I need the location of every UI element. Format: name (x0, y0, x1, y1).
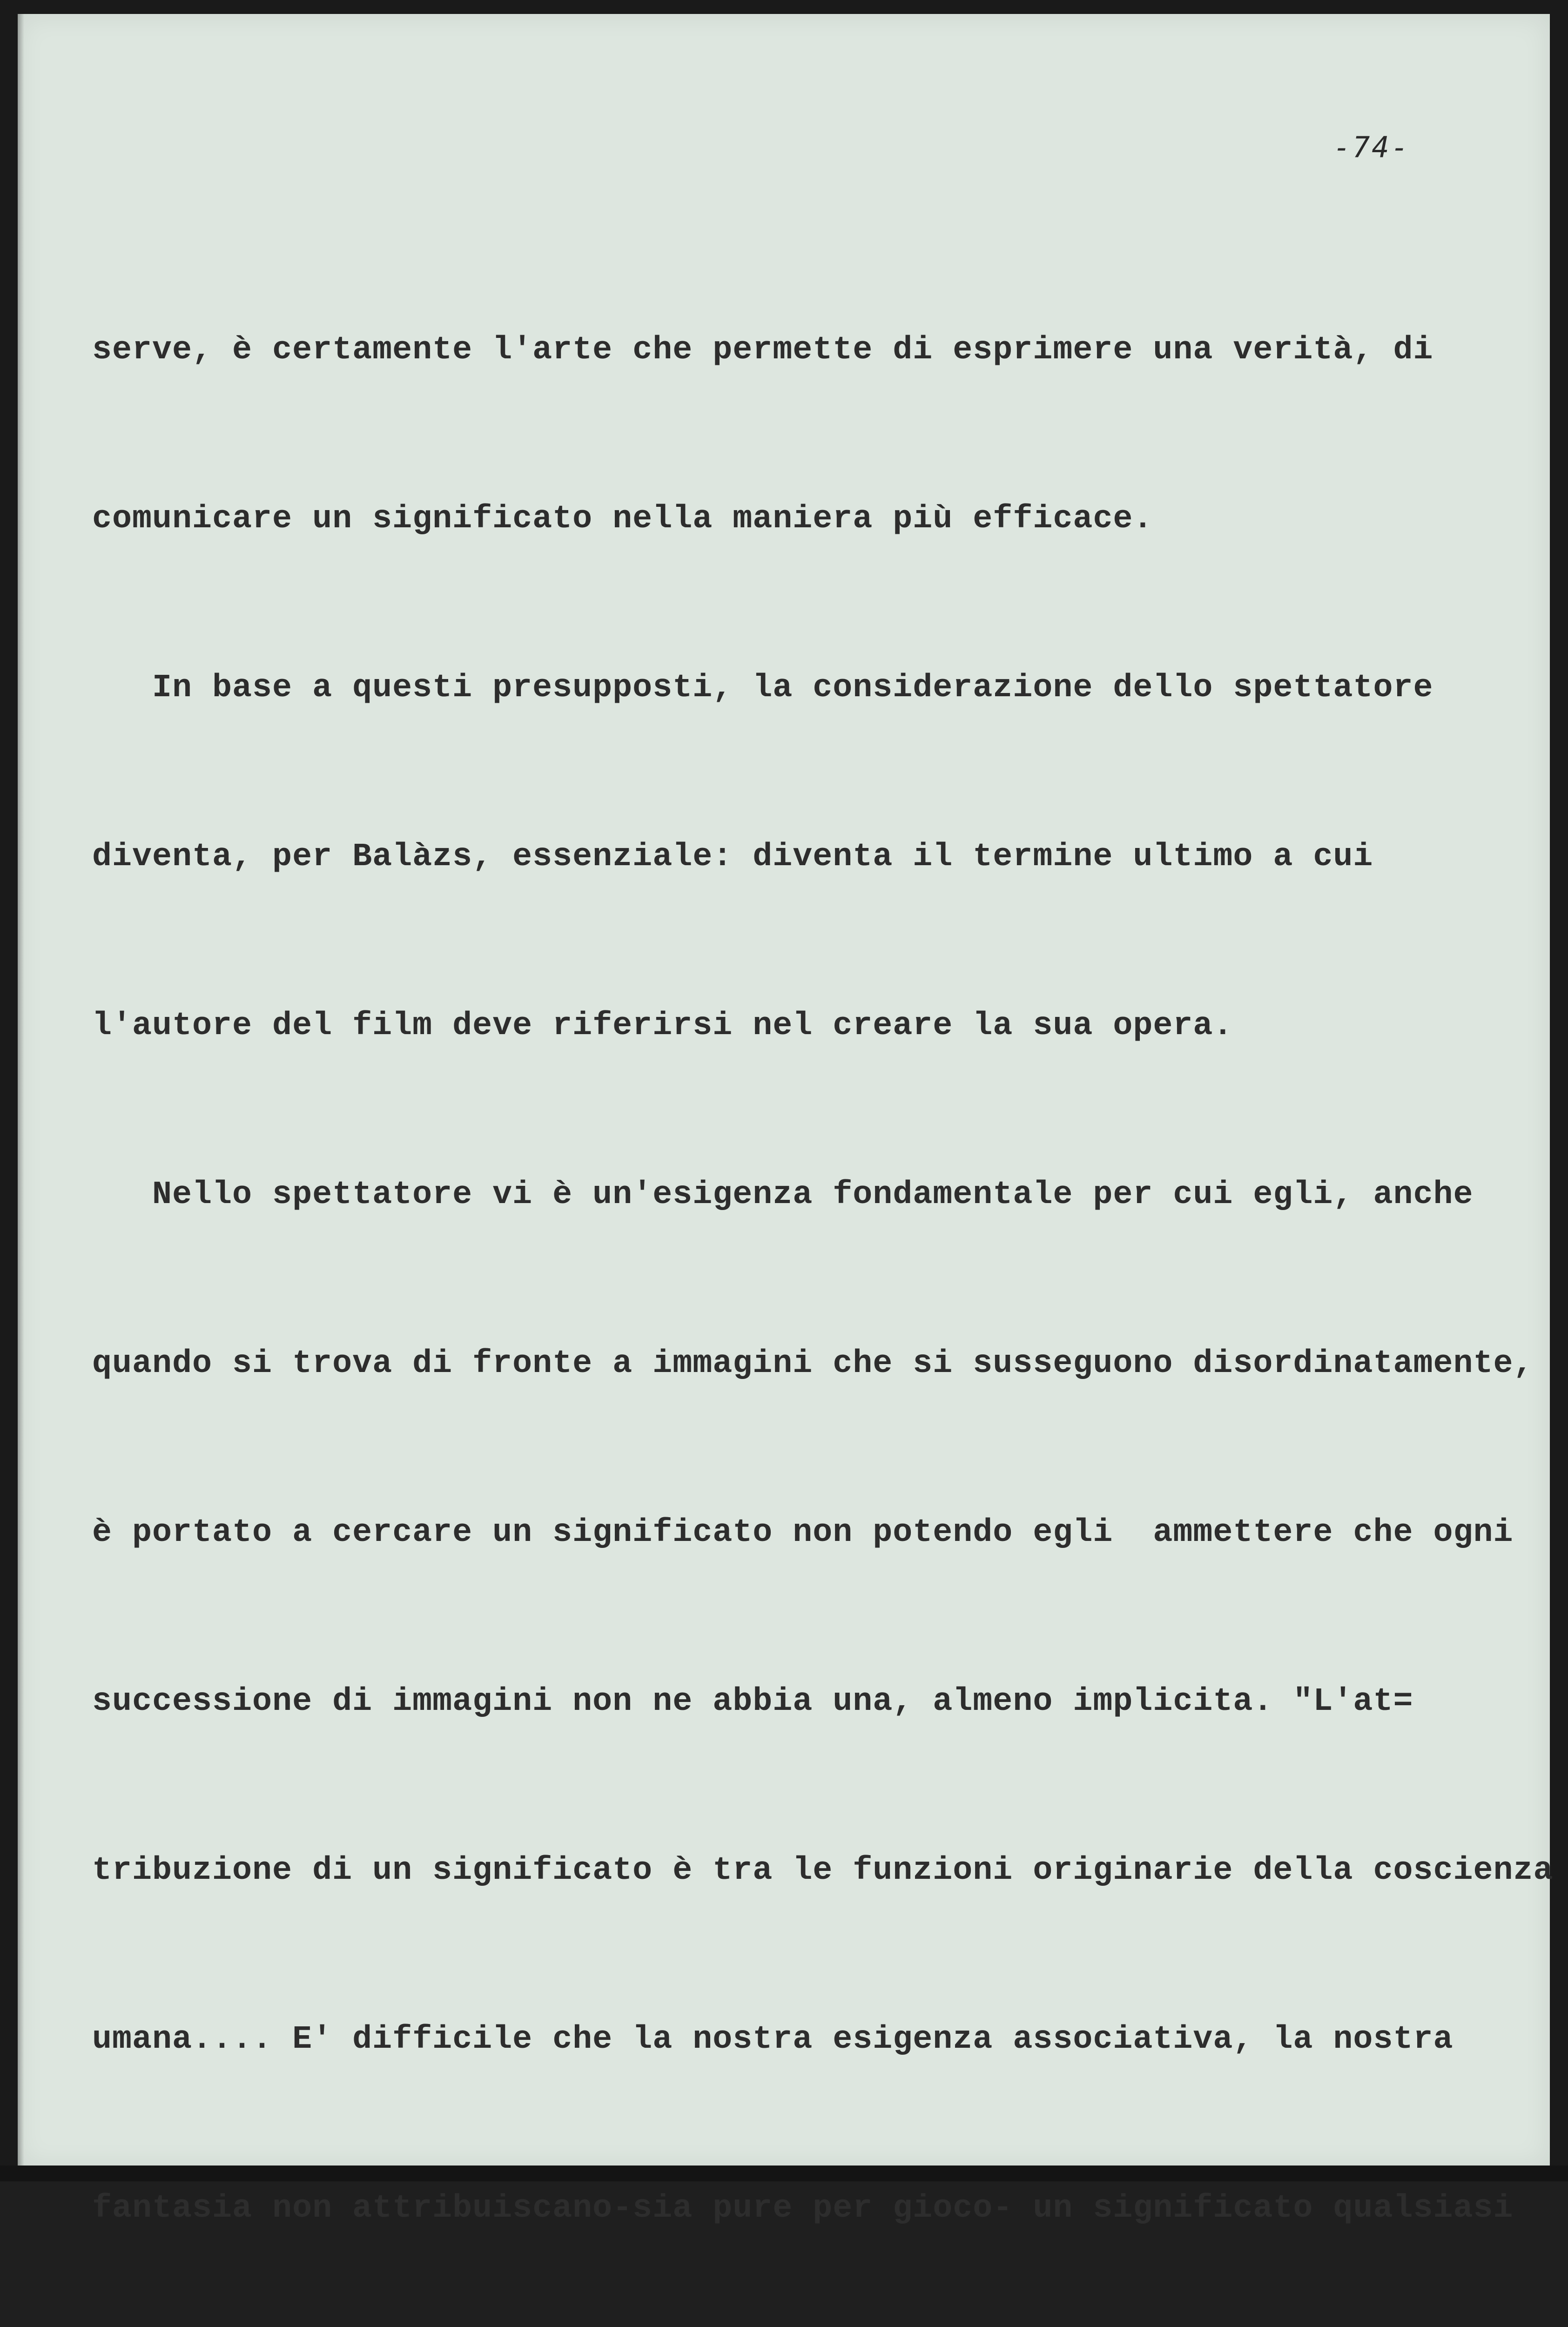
scanner-bottom-edge (0, 2166, 1568, 2181)
text-line: fantasia non attribuiscano-sia pure per gioco- un significato qualsiasi (92, 2190, 1514, 2227)
typewritten-sheet (18, 14, 1554, 2227)
text-line: successione di immagini non ne abbia una, almeno implicita. "L'at= (92, 1683, 1413, 1720)
text-line: tribuzione di un significato è tra le funzioni originarie della coscienza (92, 1852, 1554, 1889)
text-line: quando si trova di fronte a immagini che si susseguono disordinatamente, (92, 1345, 1534, 1382)
text-line: è portato a cercare un significato non potendo egli ammettere che ogni (92, 1514, 1514, 1551)
binding-edge-shadow (18, 14, 24, 2168)
text-line: l'autore del film deve riferirsi nel creare la sua opera. (92, 1008, 1233, 1044)
text-line: serve, è certamente l'arte che permette di esprimere una verità, di (92, 332, 1433, 369)
text-line: comunicare un significato nella maniera più efficace. (92, 501, 1153, 538)
text-line: Nello spettatore vi è un'esigenza fondamentale per cui egli, anche (92, 1177, 1474, 1213)
text-line: In base a questi presupposti, la considerazione dello spettatore (92, 670, 1433, 706)
text-line: umana.... E' difficile che la nostra esigenza associativa, la nostra (92, 2021, 1454, 2058)
body-text (92, 209, 1554, 2327)
text-line: diventa, per Balàzs, essenziale: diventa il termine ultimo a cui (92, 839, 1373, 875)
page-number: -74- (1333, 130, 1410, 164)
